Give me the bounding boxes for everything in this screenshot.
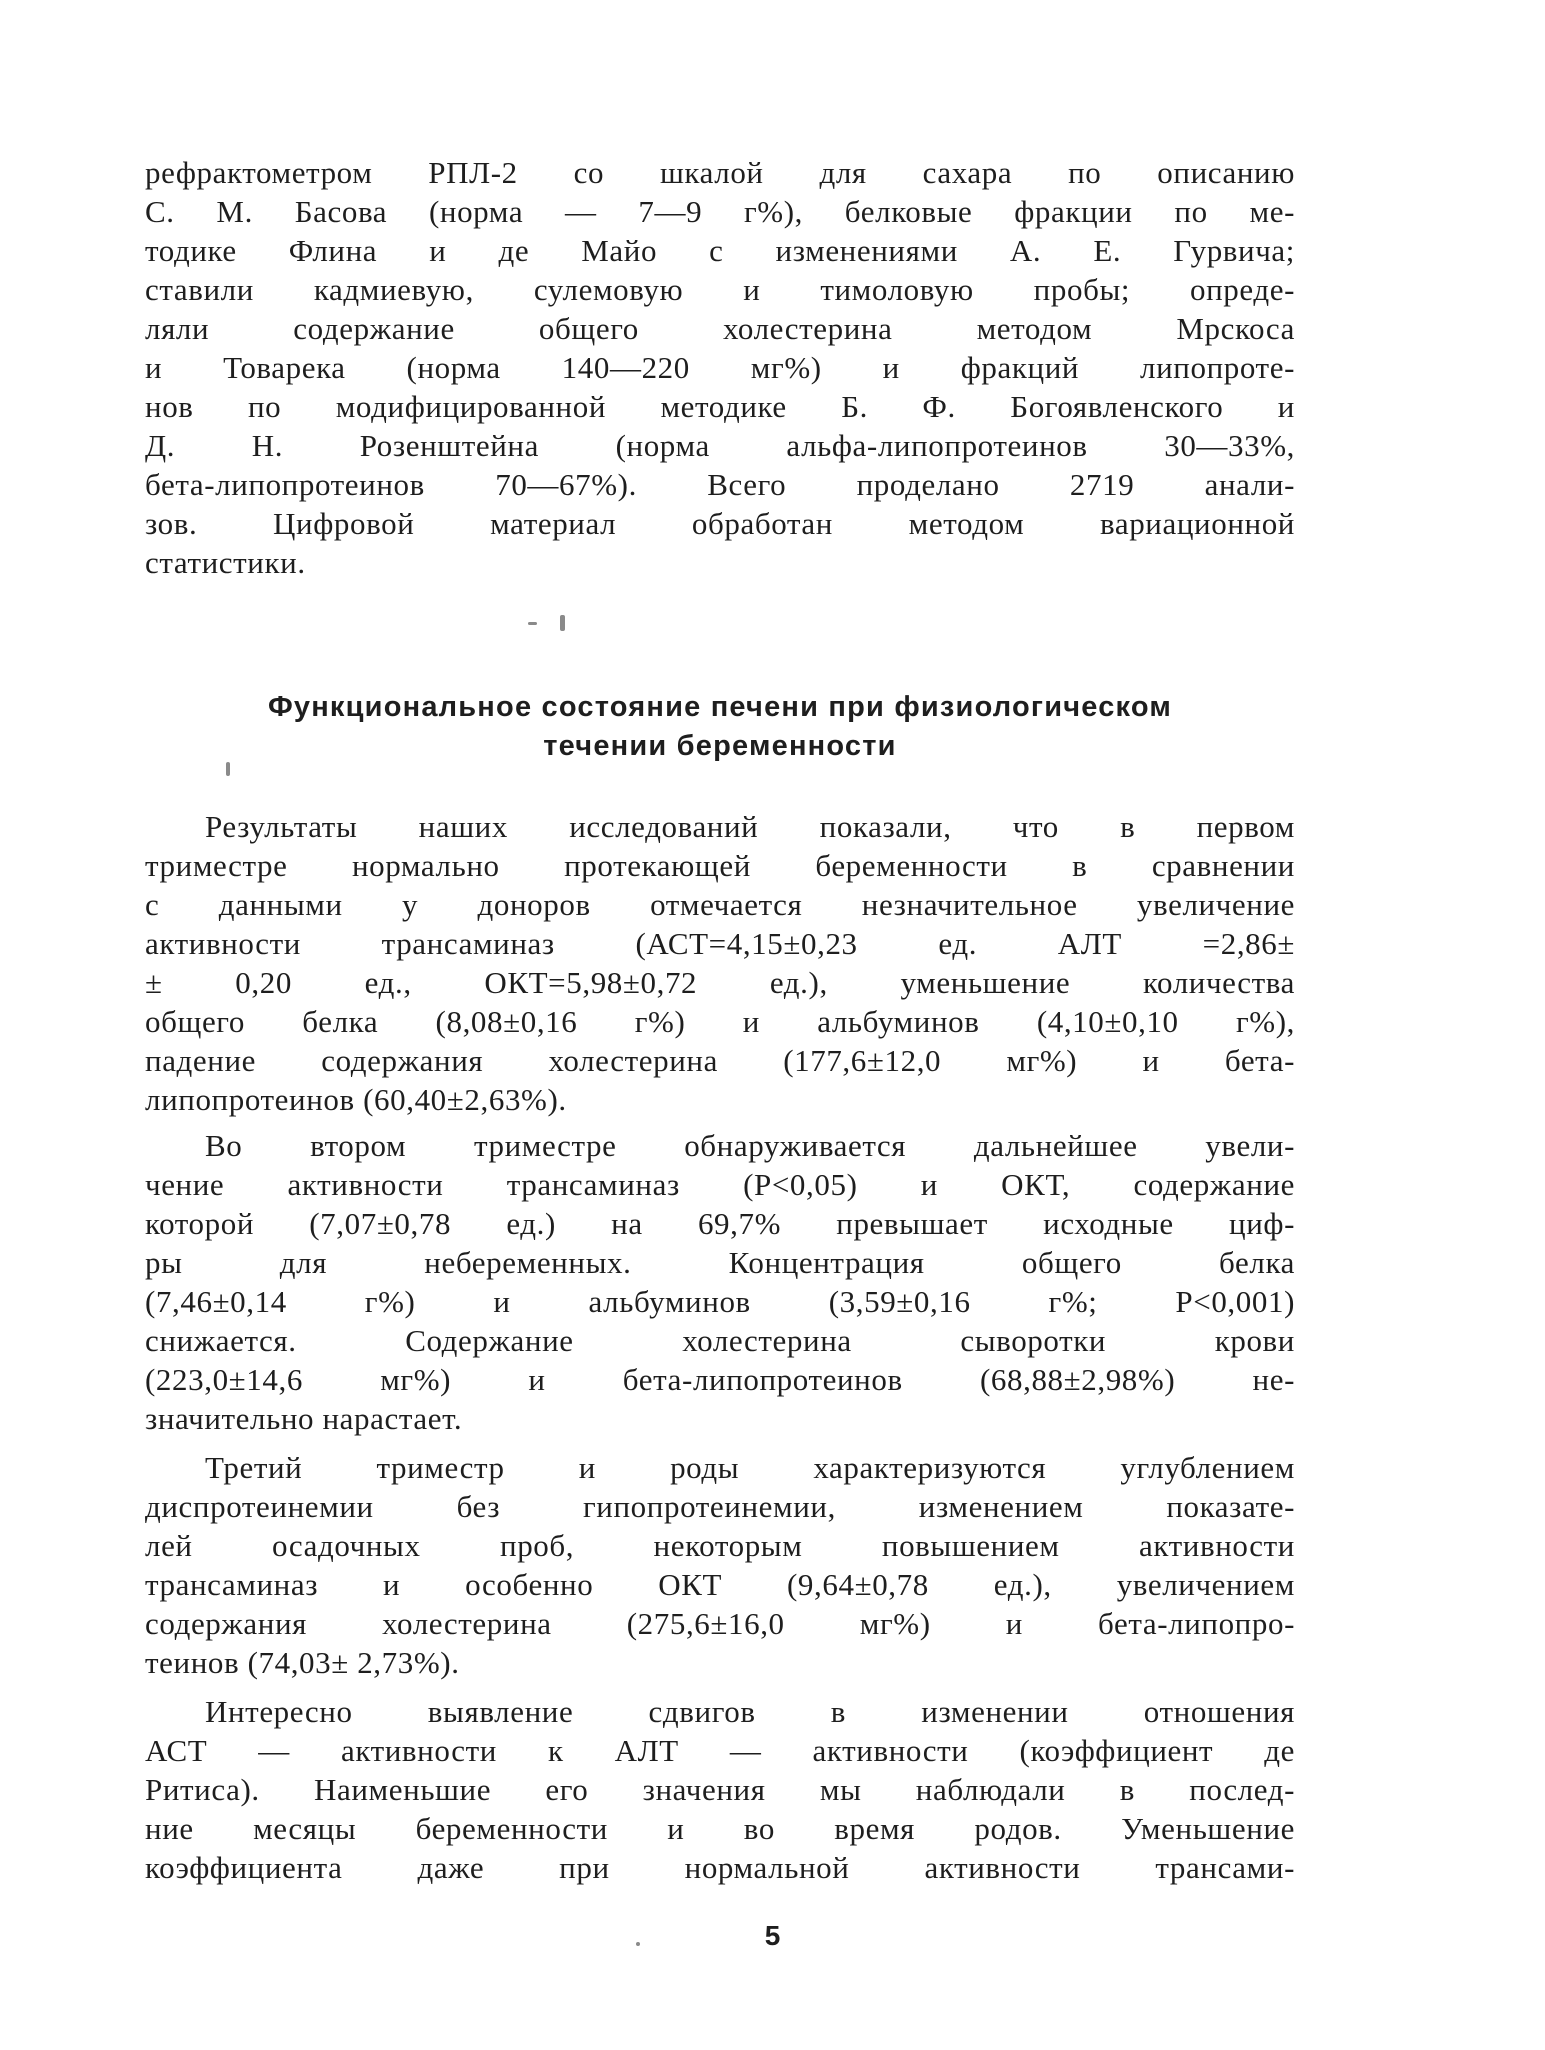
text-line: Третий триместр и роды характеризуются углублением — [205, 1450, 1295, 1485]
text-line: Во втором триместре обнаруживается дальнейшее увели- — [205, 1128, 1295, 1163]
heading-line: течении беременности — [543, 730, 897, 762]
text-line: липопротеинов (60,40±2,63%). — [145, 1082, 567, 1117]
text-line: тодике Флина и де Майо с изменениями А. Е. Гурвича; — [145, 233, 1295, 268]
paragraph-first-trimester — [145, 807, 1295, 1119]
text-line: С. М. Басова (норма — 7—9 г%), белковые фракции по ме- — [145, 194, 1295, 229]
text-line: значительно нарастает. — [145, 1401, 463, 1436]
text-line: Д. Н. Розенштейна (норма альфа-липопротеинов 30—33%, — [145, 428, 1295, 463]
text-line: снижается. Содержание холестерина сыворотки крови — [145, 1323, 1295, 1358]
print-speck — [560, 615, 565, 631]
text-line: падение содержания холестерина (177,6±12,0 мг%) и бета- — [145, 1043, 1295, 1078]
text-line: которой (7,07±0,78 ед.) на 69,7% превышает исходные циф- — [145, 1206, 1295, 1241]
text-line: трансаминаз и особенно ОКТ (9,64±0,78 ед.), увеличением — [145, 1567, 1295, 1602]
text-line: Интересно выявление сдвигов в изменении отношения — [205, 1694, 1295, 1729]
intro-paragraph — [145, 153, 1295, 582]
text-line: триместре нормально протекающей беременности в сравнении — [145, 848, 1295, 883]
text-line: Ритиса). Наименьшие его значения мы наблюдали в послед- — [145, 1772, 1295, 1807]
text-line: ние месяцы беременности и во время родов. Уменьшение — [145, 1811, 1295, 1846]
paragraph-third-trimester — [145, 1448, 1295, 1682]
text-line: ставили кадмиевую, сулемовую и тимоловую пробы; опреде- — [145, 272, 1295, 307]
heading-line: Функциональное состояние печени при физиологическом — [267, 691, 1173, 723]
text-line: зов. Цифровой материал обработан методом вариационной — [145, 506, 1295, 541]
text-line: активности трансаминаз (АСТ=4,15±0,23 ед. АЛТ =2,86± — [145, 926, 1295, 961]
text-line: Результаты наших исследований показали, что в первом — [205, 809, 1295, 844]
paragraph-second-trimester — [145, 1126, 1295, 1438]
text-line: с данными у доноров отмечается незначительное увеличение — [145, 887, 1295, 922]
text-line: коэффициента даже при нормальной активности трансами- — [145, 1850, 1295, 1885]
print-speck — [226, 762, 230, 776]
paragraph-de-ritis — [145, 1692, 1295, 1887]
text-line: ± 0,20 ед., ОКТ=5,98±0,72 ед.), уменьшение количества — [145, 965, 1295, 1000]
text-line: общего белка (8,08±0,16 г%) и альбуминов (4,10±0,10 г%), — [145, 1004, 1295, 1039]
text-line: ляли содержание общего холестерина методом Мрскоса — [145, 311, 1295, 346]
text-line: и Товарека (норма 140—220 мг%) и фракций липопроте- — [145, 350, 1295, 385]
text-line: (223,0±14,6 мг%) и бета-липопротеинов (68,88±2,98%) не- — [145, 1362, 1295, 1397]
print-speck — [528, 622, 537, 625]
text-line: теинов (74,03± 2,73%). — [145, 1645, 460, 1680]
text-line: диспротеинемии без гипопротеинемии, изменением показате- — [145, 1489, 1295, 1524]
section-heading — [145, 688, 1295, 766]
print-speck — [636, 1942, 640, 1946]
text-line: лей осадочных проб, некоторым повышением активности — [145, 1528, 1295, 1563]
text-line: бета-липопротеинов 70—67%). Всего проделано 2719 анали- — [145, 467, 1295, 502]
page-number: 5 — [764, 1920, 781, 1951]
text-line: рефрактометром РПЛ-2 со шкалой для сахара по описанию — [145, 155, 1295, 190]
text-line: (7,46±0,14 г%) и альбуминов (3,59±0,16 г%; Р<0,001) — [145, 1284, 1295, 1319]
text-line: чение активности трансаминаз (Р<0,05) и ОКТ, содержание — [145, 1167, 1295, 1202]
text-line: нов по модифицированной методике Б. Ф. Богоявленского и — [145, 389, 1295, 424]
text-line: АСТ — активности к АЛТ — активности (коэффициент де — [145, 1733, 1295, 1768]
text-line: статистики. — [145, 545, 306, 580]
text-line: ры для небеременных. Концентрация общего белка — [145, 1245, 1295, 1280]
text-line: содержания холестерина (275,6±16,0 мг%) и бета-липопро- — [145, 1606, 1295, 1641]
